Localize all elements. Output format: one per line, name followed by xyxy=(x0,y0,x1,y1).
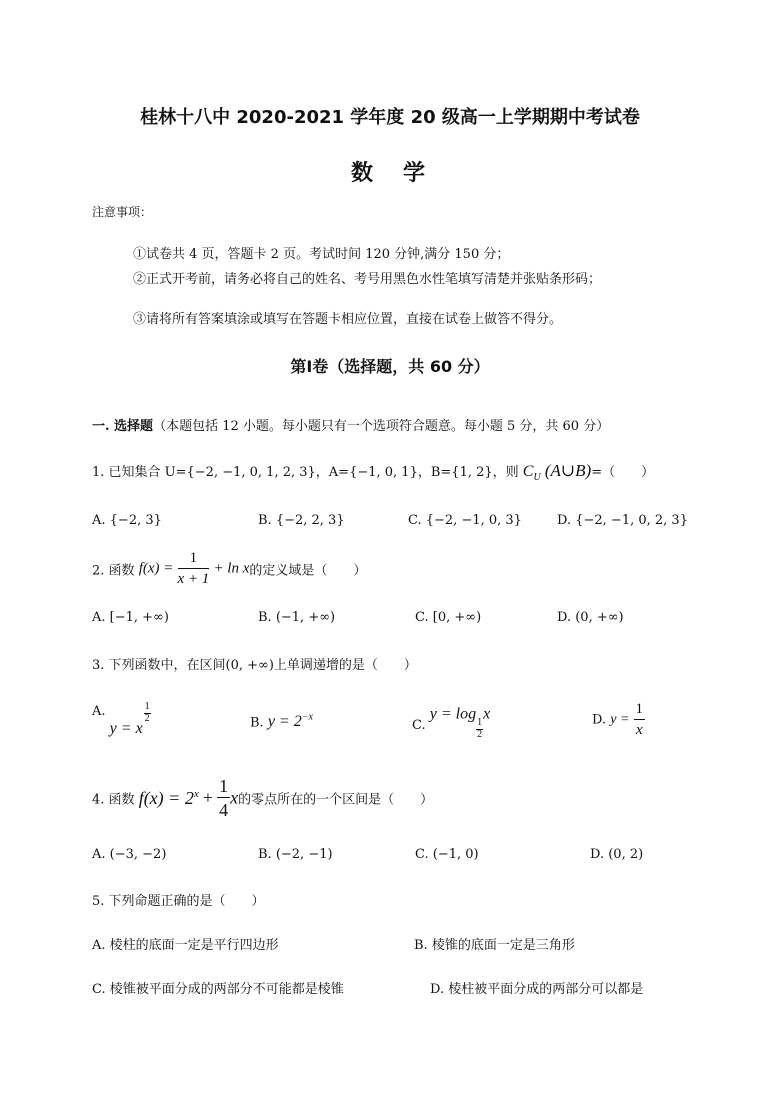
q1-option-d: D. {−2, −1, 0, 2, 3} xyxy=(557,513,688,528)
q4-x: x xyxy=(230,787,239,808)
q1-complement-symbol: $C_U$ xyxy=(522,463,541,484)
q1-option-b: B. {−2, 2, 3} xyxy=(258,513,345,528)
q2-option-b: B. (−1, +∞) xyxy=(258,610,336,625)
q4-tail: 的零点所在的一个区间是（ ） xyxy=(238,792,434,808)
q5-option-c: C. 棱锥被平面分成的两部分不可能都是棱锥 xyxy=(92,982,344,997)
subject-title: 数 学 xyxy=(350,161,429,186)
q1-stem: 1. 已知集合 U={−2, −1, 0, 1, 2, 3}，A={−1, 0, 1}，B={1, 2}，则 xyxy=(92,465,519,480)
q2-frac-den: x + 1 xyxy=(177,571,210,587)
q4-option-b: B. (−2, −1) xyxy=(258,847,333,862)
q3-c-x: x xyxy=(483,705,491,723)
q3-a-label: A. xyxy=(92,704,106,719)
q5-stem: 5. 下列命题正确的是（ ） xyxy=(92,894,265,909)
q3-b-expr: $y = 2^{-x}$ xyxy=(267,712,313,731)
q1-option-c: C. {−2, −1, 0, 3} xyxy=(408,513,522,528)
q5-option-a: A. 棱柱的底面一定是平行四边形 xyxy=(92,938,279,953)
section1-desc: （本题包括 12 小题。每小题只有一个选项符合题意。每小题 5 分，共 60 分） xyxy=(153,419,610,434)
q2-option-d: D. (0, +∞) xyxy=(557,610,624,625)
section1-header xyxy=(92,415,609,434)
q4-fraction: $\frac{1}{4}$ xyxy=(219,776,229,820)
q5-option-b: B. 棱锥的底面一定是三角形 xyxy=(414,938,575,953)
q2-num: 2. 函数 xyxy=(92,563,135,579)
question-4 xyxy=(92,777,433,819)
section1-label: 一. 选择题 xyxy=(92,419,154,434)
notice-item-1: ①试卷共 4 页，答题卡 2 页。考试时间 120 分钟,满分 150 分； xyxy=(133,247,510,262)
question-2 xyxy=(92,551,366,587)
q3-stem: 3. 下列函数中，在区间(0, +∞)上单调递增的是（ ） xyxy=(92,658,417,673)
part1-title: 第Ⅰ卷（选择题，共 60 分） xyxy=(290,357,490,376)
q3-c-label: C. xyxy=(412,717,426,733)
q2-frac-num: 1 xyxy=(178,551,210,569)
q3-c-base: $\frac{1}{2}$ xyxy=(477,717,483,740)
q3-d-expr: y = xyxy=(610,712,630,727)
q3-option-d xyxy=(592,702,645,738)
q4-option-d: D. (0, 2) xyxy=(590,847,644,862)
q2-tail: 的定义域是（ ） xyxy=(249,563,367,579)
q2-ln: + ln x xyxy=(213,560,250,577)
q3-d-label: D. xyxy=(592,712,607,728)
q1-option-a: A. {−2, 3} xyxy=(92,513,162,528)
q4-fx: $f(x) = 2^x$ xyxy=(138,787,199,808)
q4-option-c: C. (−1, 0) xyxy=(415,847,479,862)
q2-fraction xyxy=(178,551,210,587)
q1-union-expr: (A∪B) xyxy=(544,461,592,480)
q4-option-a: A. (−3, −2) xyxy=(92,847,167,862)
exam-title: 桂林十八中 2020-2021 学年度 20 级高一上学期期中考试卷 xyxy=(140,107,640,128)
q5-option-d: D. 棱柱被平面分成的两部分可以都是 xyxy=(430,982,644,997)
q4-plus: + xyxy=(202,787,213,808)
q3-option-c xyxy=(412,704,491,740)
question-1 xyxy=(92,461,654,483)
q1-tail: =（ ） xyxy=(591,465,655,480)
q3-b-label: B. xyxy=(250,715,264,731)
q3-c-expr: y = log xyxy=(429,705,477,723)
q4-num: 4. 函数 xyxy=(92,792,135,808)
q2-option-c: C. [0, +∞) xyxy=(415,610,482,625)
q3-a-expr: y = x xyxy=(109,719,143,737)
q3-d-fraction: $\frac{1}{x}$ xyxy=(635,701,644,738)
notice-heading: 注意事项： xyxy=(92,205,153,219)
q2-fx: f(x) = xyxy=(138,560,174,577)
q3-option-b xyxy=(250,712,313,731)
notice-item-2: ②正式开考前，请务必将自己的姓名、考号用黑色水性笔填写清楚并张贴条形码； xyxy=(133,272,602,287)
q3-option-a xyxy=(92,701,150,737)
q3-a-exponent: $\frac{1}{2}$ xyxy=(144,701,150,724)
q2-option-a: A. [−1, +∞) xyxy=(92,610,169,625)
notice-item-3: ③请将所有答案填涂或填写在答题卡相应位置，直接在试卷上做答不得分。 xyxy=(133,312,563,327)
